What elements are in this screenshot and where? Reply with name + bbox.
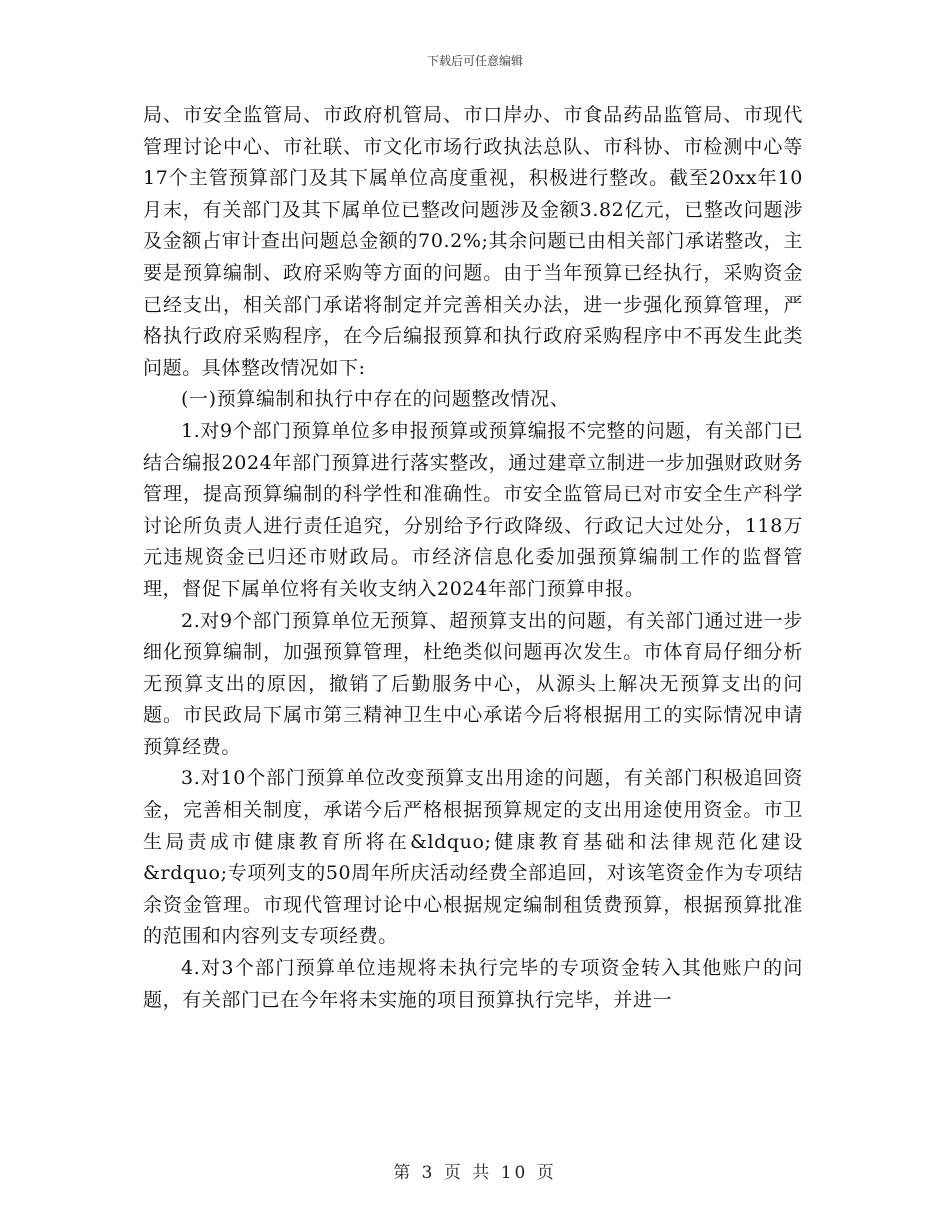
paragraph-item-1: 1.对9个部门预算单位多申报预算或预算编报不完整的问题，有关部门已结合编报2024年部门预算进行落实整改，通过建章立制进一步加强财政财务管理，提高预算编制的科学性和准确性。市安全监管局已对市安全生产科学讨论所负责人进行责任追究，分别给予行政降级、行政记大过处分，118万元违规资金已归还市财政局。市经济信息化委加强预算编制工作的监督管理，督促下属单位将有关收支纳入2024年部门预算申报。 (143, 419, 803, 600)
paragraph-continuation: 局、市安全监管局、市政府机管局、市口岸办、市食品药品监管局、市现代管理讨论中心、市社联、市文化市场行政执法总队、市科协、市检测中心等17个主管预算部门及其下属单位高度重视，积极进行整改。截至20xx年10月末，有关部门及其下属单位已整改问题涉及金额3.82亿元，已整改问题涉及金额占审计查出问题总金额的70.2%;其余问题已由相关部门承诺整改，主要是预算编制、政府采购等方面的问题。由于当年预算已经执行，采购资金已经支出，相关部门承诺将制定并完善相关办法，进一步强化预算管理，严格执行政府采购程序，在今后编报预算和执行政府采购程序中不再发生此类问题。具体整改情况如下: (143, 104, 803, 379)
document-body (143, 100, 803, 1016)
page-header: 下载后可任意编辑 (426, 54, 523, 68)
paragraph-item-4: 4.对3个部门预算单位违规将未执行完毕的专项资金转入其他账户的问题，有关部门已在今年将未实施的项目预算执行完毕，并进一 (143, 957, 803, 1011)
paragraph-item-3: 3.对10个部门预算单位改变预算支出用途的问题，有关部门积极追回资金，完善相关制度，承诺今后严格根据预算规定的支出用途使用资金。市卫生局责成市健康教育所将在&ldquo;健康教育基础和法律规范化建设&rdquo;专项列支的50周年所庆活动经费全部追回，对该笔资金作为专项结余资金管理。市现代管理讨论中心根据规定编制租赁费预算，根据预算批准的范围和内容列支专项经费。 (143, 767, 803, 948)
paragraph-item-2: 2.对9个部门预算单位无预算、超预算支出的问题，有关部门通过进一步细化预算编制，加强预算管理，杜绝类似问题再次发生。市体育局仔细分析无预算支出的原因，撤销了后勤服务中心，从源头上解决无预算支出的问题。市民政局下属市第三精神卫生中心承诺今后将根据用工的实际情况申请预算经费。 (143, 609, 803, 758)
section-heading: (一)预算编制和执行中存在的问题整改情况、 (181, 388, 570, 411)
page-number: 第 3 页 共 10 页 (393, 1163, 557, 1183)
